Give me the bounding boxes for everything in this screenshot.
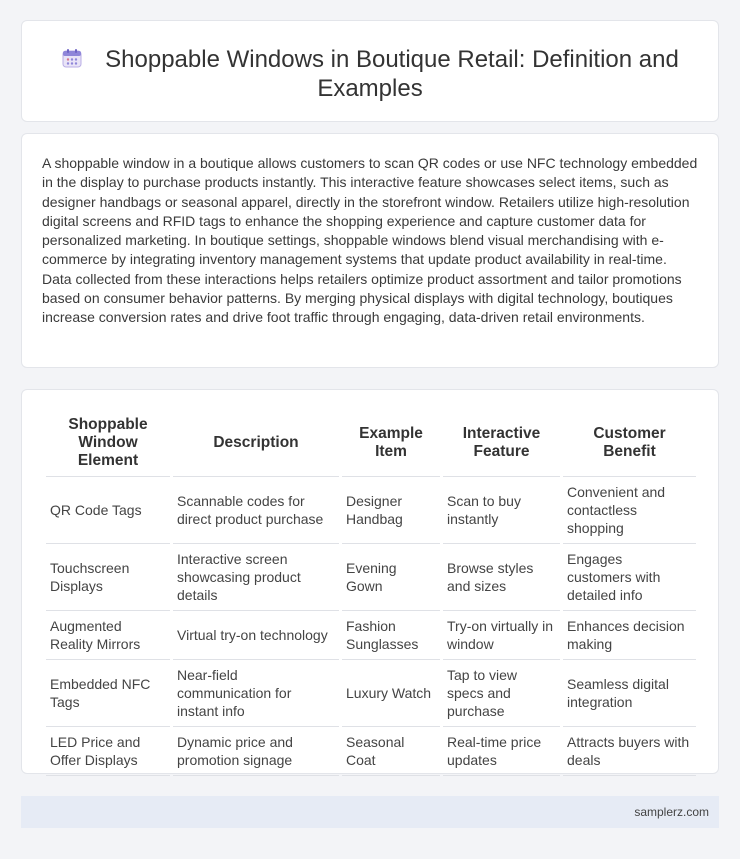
- table-cell: Fashion Sunglasses: [342, 611, 440, 660]
- table-cell: Real-time price updates: [443, 727, 560, 776]
- page-title-text: Shoppable Windows in Boutique Retail: Definition and Examples: [105, 46, 679, 102]
- table-row: [46, 544, 696, 611]
- table-cell: Virtual try-on technology: [173, 611, 339, 660]
- table-row: [46, 660, 696, 727]
- table-cell: Attracts buyers with deals: [563, 727, 696, 776]
- table-cell: Evening Gown: [342, 544, 440, 611]
- table-row: [46, 477, 696, 544]
- table-row: [46, 727, 696, 776]
- table-cell: Augmented Reality Mirrors: [46, 611, 170, 660]
- header-interactive-feature: Interactive Feature: [443, 410, 560, 477]
- table-cell: Browse styles and sizes: [443, 544, 560, 611]
- table-cell: Embedded NFC Tags: [46, 660, 170, 727]
- header-example-item: Example Item: [342, 410, 440, 477]
- comparison-table: [43, 410, 699, 776]
- footer-bar: [21, 796, 719, 828]
- footer-site-link[interactable]: samplerz.com: [634, 805, 709, 819]
- calendar-icon: [61, 47, 83, 69]
- table-cell: Designer Handbag: [342, 477, 440, 544]
- table-cell: Seamless digital integration: [563, 660, 696, 727]
- table-cell: Near-field communication for instant info: [173, 660, 339, 727]
- header-description: Description: [173, 410, 339, 477]
- header-customer-benefit: Customer Benefit: [563, 410, 696, 477]
- table-cell: QR Code Tags: [46, 477, 170, 544]
- table-cell: Dynamic price and promotion signage: [173, 727, 339, 776]
- table-cell: Scan to buy instantly: [443, 477, 560, 544]
- table-card: [21, 389, 719, 774]
- table-row: [46, 611, 696, 660]
- intro-card: [21, 133, 719, 368]
- table-header-row: [46, 410, 696, 477]
- table-cell: Luxury Watch: [342, 660, 440, 727]
- title-card: [21, 20, 719, 122]
- table-cell: Tap to view specs and purchase: [443, 660, 560, 727]
- table-cell: Enhances decision making: [563, 611, 696, 660]
- table-cell: LED Price and Offer Displays: [46, 727, 170, 776]
- table-cell: Engages customers with detailed info: [563, 544, 696, 611]
- table-cell: Try-on virtually in window: [443, 611, 560, 660]
- table-cell: Interactive screen showcasing product details: [173, 544, 339, 611]
- table-cell: Seasonal Coat: [342, 727, 440, 776]
- intro-paragraph: A shoppable window in a boutique allows customers to scan QR codes or use NFC technology embedded in the display to purchase products instantly. This interactive feature showcases select items, such as designer handbags or seasonal apparel, directly in the storefront window. Retailers utilize high-resolution digital screens and RFID tags to enhance the shopping experience and capture customer data for personalized marketing. In boutique settings, shoppable windows blend visual merchandising with e-commerce by integrating inventory management systems that update product availability in real-time. Data collected from these interactions helps retailers optimize product assortment and tailor promotions based on consumer behavior patterns. By merging physical displays with digital technology, boutiques increase conversion rates and drive foot traffic through engaging, data-driven retail environments.: [42, 155, 698, 326]
- page-title: [22, 45, 718, 103]
- table-cell: Scannable codes for direct product purchase: [173, 477, 339, 544]
- table-cell: Touchscreen Displays: [46, 544, 170, 611]
- header-element: Shoppable Window Element: [46, 410, 170, 477]
- table-cell: Convenient and contactless shopping: [563, 477, 696, 544]
